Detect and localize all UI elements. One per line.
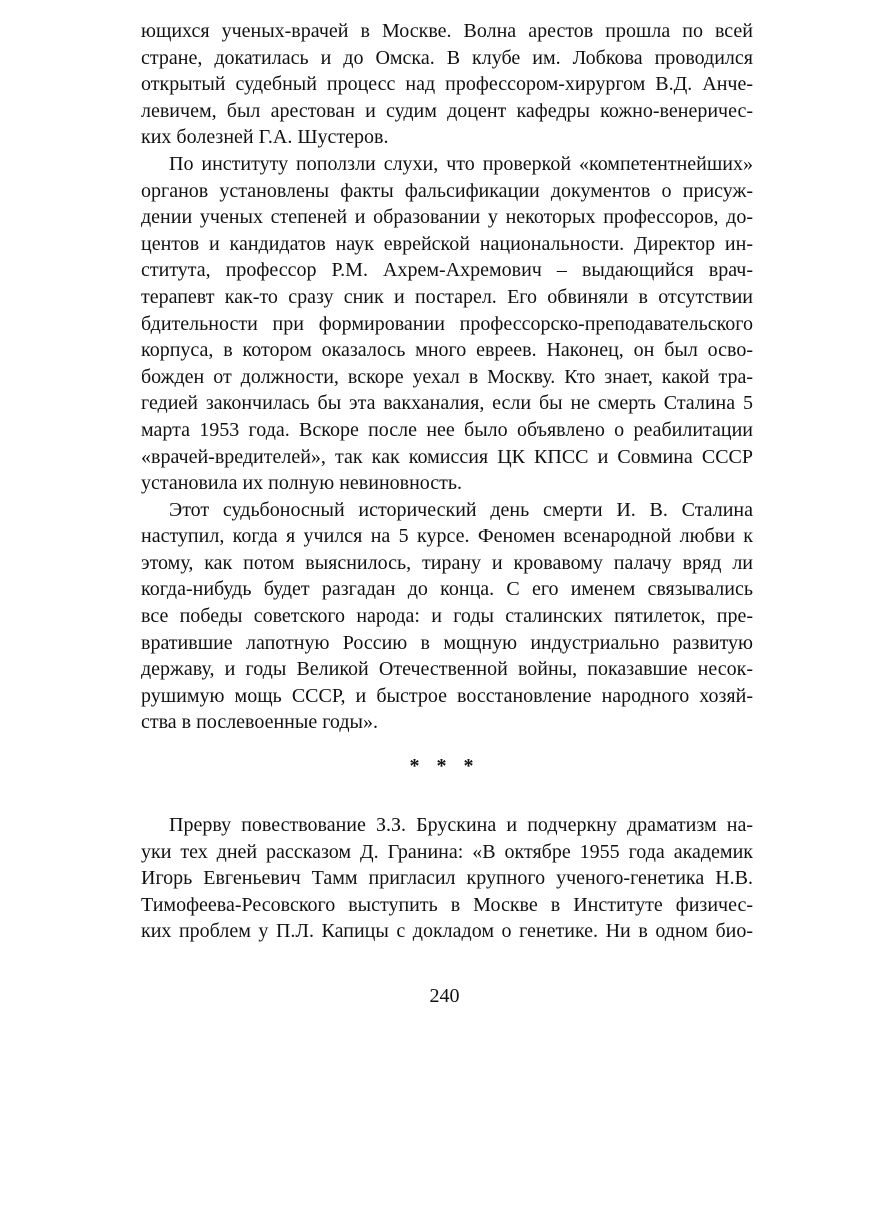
paragraph-2 (141, 151, 753, 497)
text-line: наступил, когда я учился на 5 курсе. Феномен всенародной любви к (141, 525, 753, 548)
text-line: ких болезней Г.А. Шустеров. (141, 126, 389, 149)
text-line: Игорь Евгеньевич Тамм пригласил крупного ученого-генетика Н.В. (141, 867, 753, 890)
text-line: вратившие лапотную Россию в мощную индустриально развитую (141, 631, 753, 654)
text-line: все победы советского народа: и годы сталинских пятилеток, пре- (141, 605, 753, 628)
main-text (141, 18, 753, 736)
text-line: ститута, профессор Р.М. Ахрем-Ахремович – выдающийся врач- (141, 259, 753, 282)
text-line: бдительности при формировании профессорско-преподавательского (141, 312, 753, 335)
text-line: когда-нибудь будет разгадан до конца. С его именем связывались (141, 578, 753, 601)
text-line: стране, докатилась и до Омска. В клубе им. Лобкова проводился (141, 46, 753, 69)
text-line: божден от должности, вскоре уехал в Москву. Кто знает, какой тра- (141, 365, 753, 388)
text-line: Этот судьбоносный исторический день смерти И. В. Сталина (169, 498, 753, 521)
text-line: этому, как потом выяснилось, тирану и кровавому палачу вряд ли (141, 551, 753, 574)
text-line: державу, и годы Великой Отечественной войны, показавшие несок- (141, 658, 753, 681)
section-separator: * * * (409, 755, 480, 777)
text-line: центов и кандидатов наук еврейской национальности. Директор ин- (141, 232, 753, 255)
text-line: открытый судебный процесс над профессором-хирургом В.Д. Анче- (141, 73, 753, 96)
text-line: Прерву повествование З.З. Брускина и подчеркну драматизм на- (169, 814, 753, 836)
text-line: Тимофеева-Ресовского выступить в Москве в Институте физичес- (141, 893, 753, 916)
text-line: ющихся ученых-врачей в Москве. Волна арестов прошла по всей (141, 20, 753, 42)
paragraph-3 (141, 497, 753, 736)
text-line: рушимую мощь СССР, и быстрое восстановление народного хозяй- (141, 684, 753, 707)
text-line: уки тех дней рассказом Д. Гранина: «В октябре 1955 года академик (141, 840, 753, 863)
text-line: органов установлены факты фальсификации документов о присуж- (141, 179, 753, 202)
text-line: ства в послевоенные годы». (141, 711, 378, 734)
paragraph-after-separator (141, 812, 753, 945)
text-line: гедией закончилась бы эта вакханалия, если бы не смерть Сталина 5 (141, 392, 753, 415)
text-line: По институту поползли слухи, что проверкой «компетентнейших» (169, 152, 753, 175)
text-line: марта 1953 года. Вскоре после нее было объявлено о реабилитации (141, 418, 753, 441)
text-line: терапевт как-то сразу сник и постарел. Его обвиняли в отсутствии (141, 285, 753, 308)
text-line: ких проблем у П.Л. Капицы с докладом о генетике. Ни в одном био- (141, 920, 753, 943)
page-number: 240 (429, 985, 460, 1007)
text-line: левичем, был арестован и судим доцент кафедры кожно-венеричес- (141, 99, 753, 122)
text-line: дении ученых степеней и образовании у некоторых профессоров, до- (141, 206, 753, 229)
text-line: установила их полную невиновность. (141, 472, 463, 495)
text-line: корпуса, в котором оказалось много евреев. Наконец, он был осво- (141, 339, 753, 362)
paragraph-1 (141, 18, 753, 151)
text-line: «врачей-вредителей», так как комиссия ЦК КПСС и Совмина СССР (141, 445, 753, 468)
